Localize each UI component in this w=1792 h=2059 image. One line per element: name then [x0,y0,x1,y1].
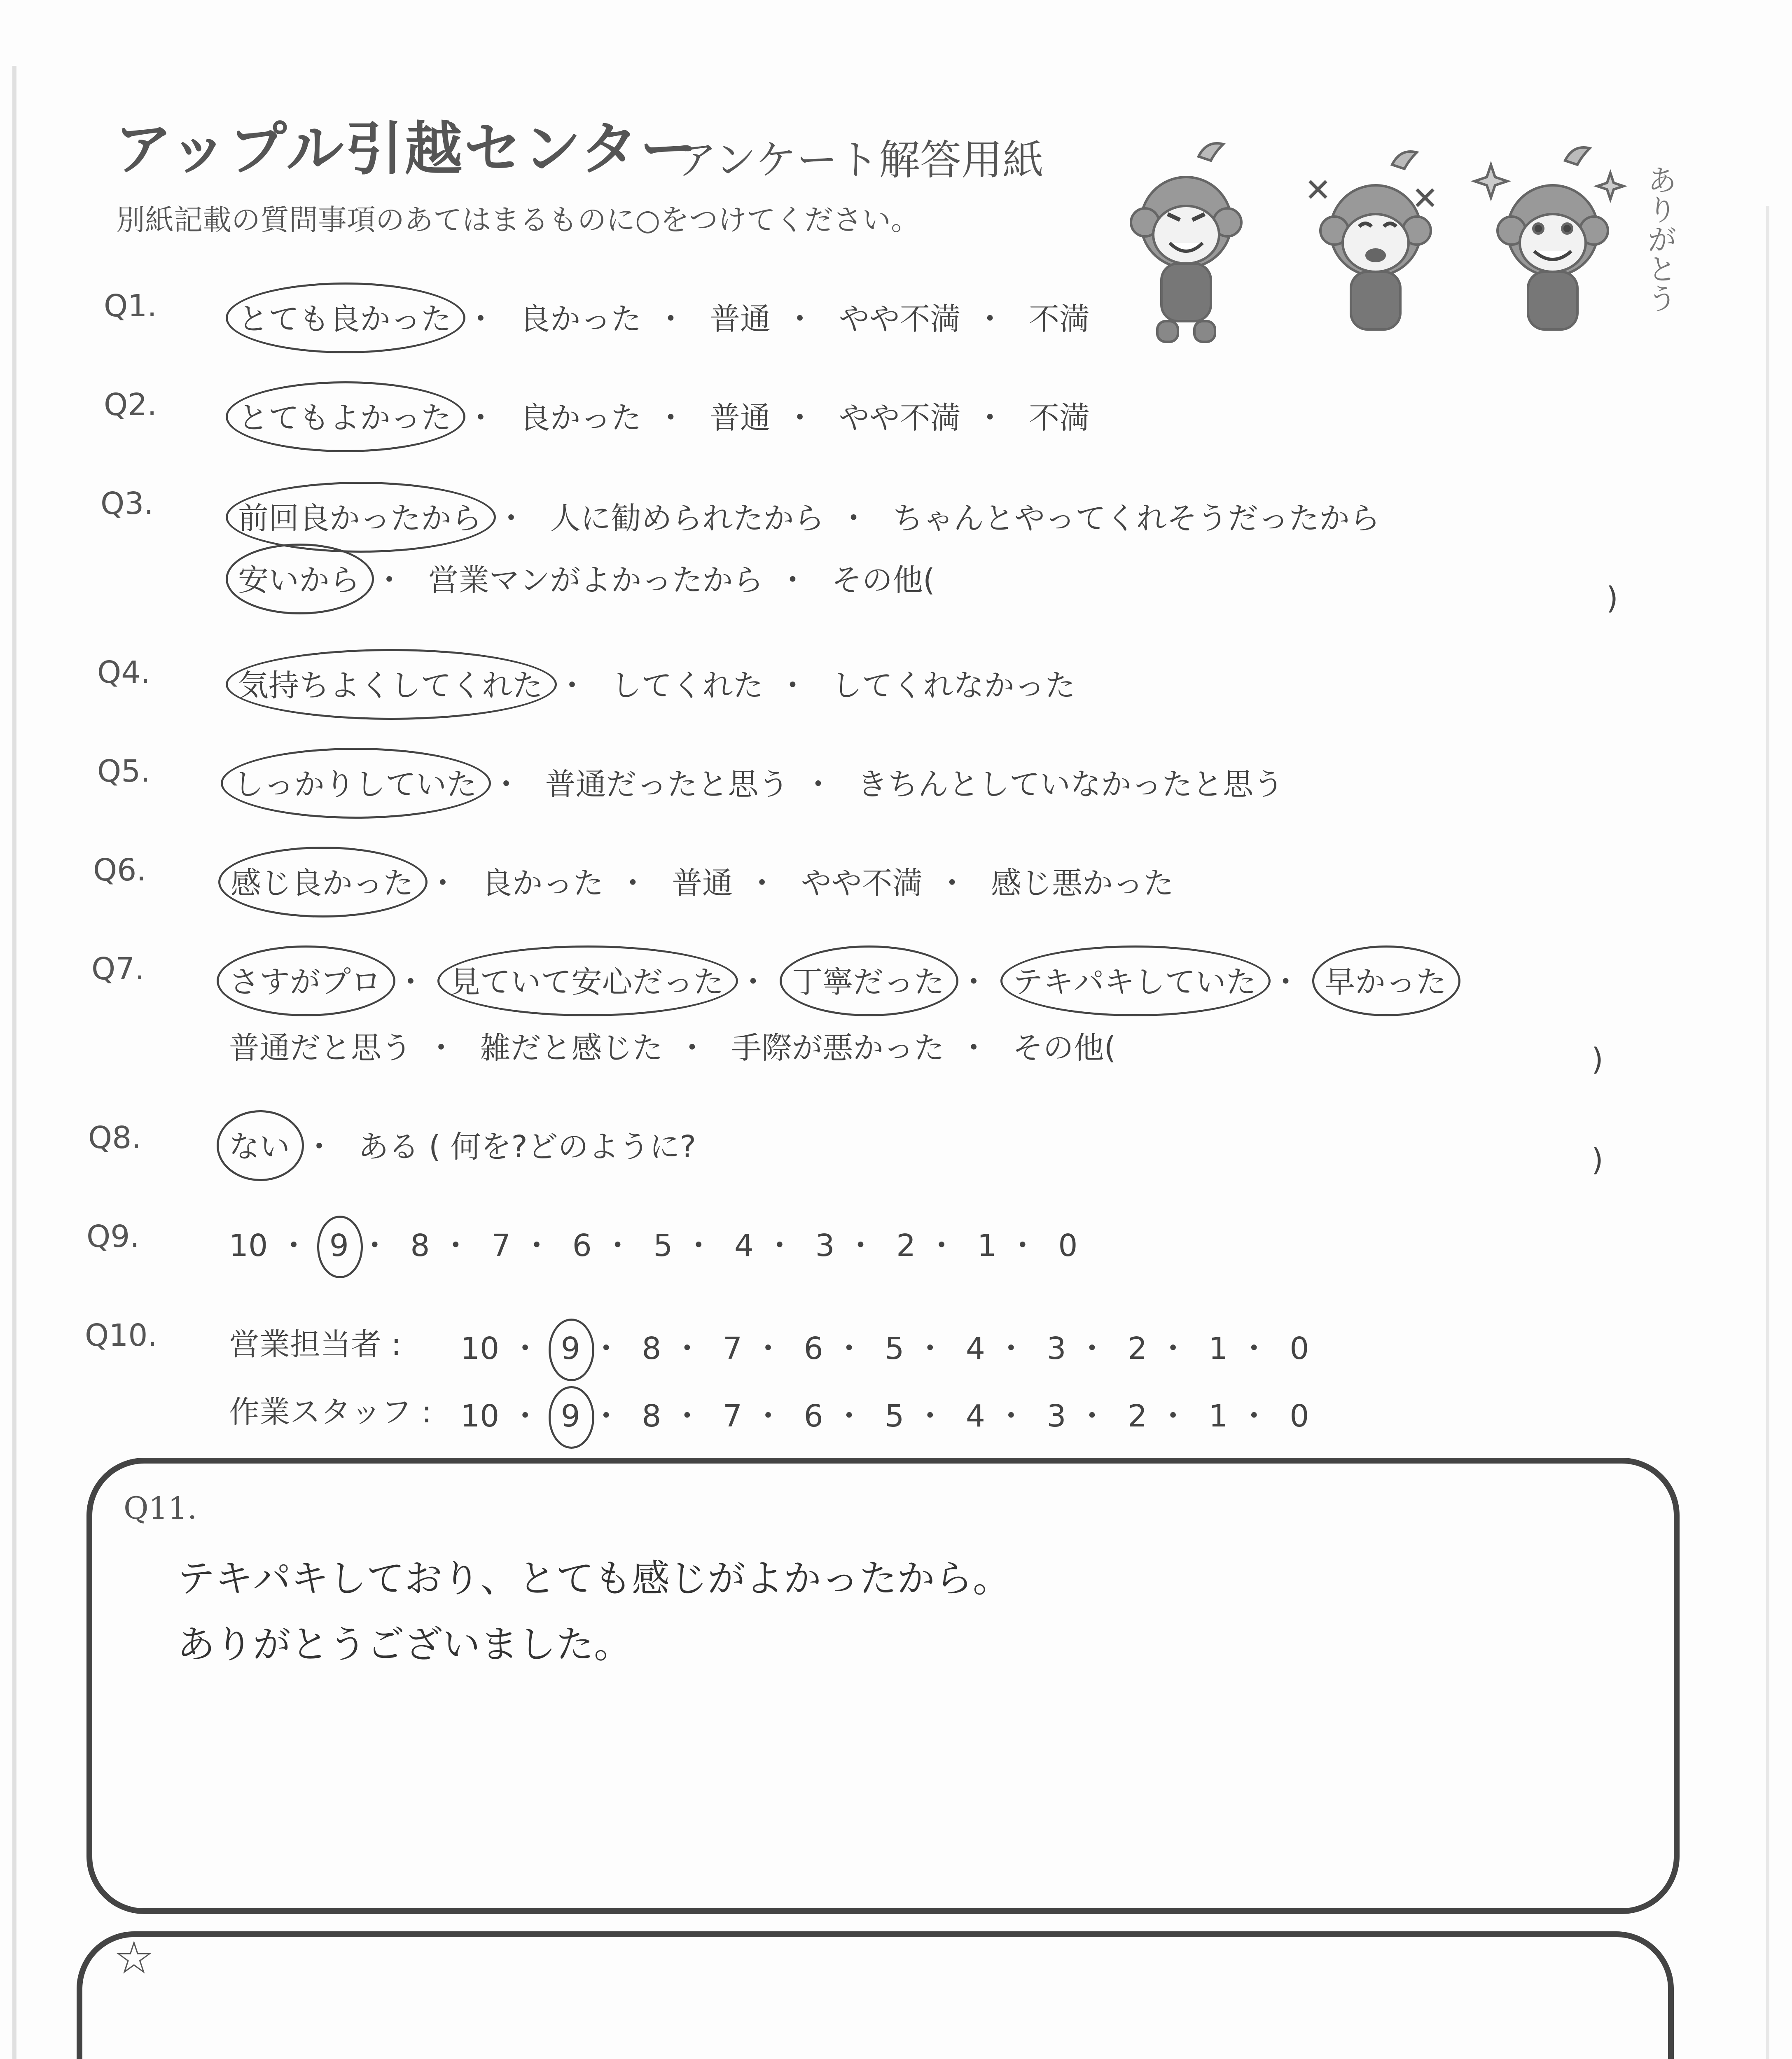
q10-staff-score-6[interactable]: 6 [804,1398,823,1434]
q4-label: Q4. [97,655,150,690]
q1-option-2[interactable]: 良かった [519,301,642,337]
q7-close-paren: ) [1591,1042,1603,1077]
q4-option-1[interactable]: 気持ちよくしてくれた [238,661,543,705]
mascot-illustration [1128,140,1697,371]
form-subtitle: アンケート解答用紙 [675,136,1044,184]
q7-option-7[interactable]: 雑だと感じた [480,1030,663,1066]
q3-option-3[interactable]: ちゃんとやってくれそうだったから [892,501,1381,536]
q2-option-3[interactable]: 普通 [710,400,771,436]
q10-staff-scale: 10 ・ 9 ・ 8 ・ 7 ・ 6 ・ 5 ・ 4 ・ 3 ・ 2 ・ 1 ・ 0 [460,1398,1309,1434]
q3-option-1[interactable]: 前回良かったから [238,494,482,538]
q10-staff-score-7[interactable]: 7 [722,1398,743,1434]
q9-score-4[interactable]: 4 [734,1228,754,1263]
q8-option-2[interactable]: ある ( 何を?どのように? [358,1129,696,1165]
q3-option-2[interactable]: 人に勧められたから [550,501,825,536]
q9-scale: 10 ・ 9 ・ 8 ・ 7 ・ 6 ・ 5 ・ 4 ・ 3 ・ 2 ・ 1 ・ 0 [229,1228,1078,1263]
q7-options-line1: さすがプロ ・ 見ていて安心だった ・ 丁寧だった ・ テキパキしていた ・ 早かった [229,958,1446,1001]
q9-score-9[interactable]: 9 [329,1228,349,1263]
q10-sales-score-7[interactable]: 7 [722,1331,743,1366]
q10-sales-score-6[interactable]: 6 [804,1331,823,1366]
q2-label: Q2. [104,387,157,423]
q7-options-line2: 普通だと思う ・ 雑だと感じた ・ 手際が悪かった ・ その他( [229,1024,1116,1067]
q1-option-1[interactable]: とても良かった [238,295,451,338]
q7-option-8[interactable]: 手際が悪かった [731,1030,945,1066]
q10-staff-score-0[interactable]: 0 [1290,1398,1309,1434]
scan-edge-left [12,66,16,2059]
q10-sales-score-0[interactable]: 0 [1290,1331,1309,1366]
q11-comment-line-1: テキパキしており、とても感じがよかったから。 [177,1557,1011,1601]
q6-label: Q6. [93,852,146,888]
q7-option-1[interactable]: さすがプロ [229,958,381,1001]
q10-staff-label: 作業スタッフ : [229,1394,432,1430]
free-comment-box[interactable] [77,1931,1674,2059]
q6-option-1[interactable]: 感じ良かった [231,859,414,903]
q5-options: しっかりしていた ・ 普通だったと思う ・ きちんとしていなかったと思う [233,760,1284,804]
q2-option-2[interactable]: 良かった [519,400,642,436]
q2-option-4[interactable]: やや不満 [839,400,961,436]
q10-sales-score-9[interactable]: 9 [561,1331,580,1366]
q10-sales-score-3[interactable]: 3 [1047,1331,1066,1366]
q10-staff-score-3[interactable]: 3 [1047,1398,1066,1434]
q6-option-2[interactable]: 良かった [481,866,604,901]
q5-option-2[interactable]: 普通だったと思う [545,767,789,802]
q7-label: Q7. [91,951,145,987]
q6-options: 感じ良かった ・ 良かった ・ 普通 ・ やや不満 ・ 感じ悪かった [231,859,1174,903]
q7-option-3[interactable]: 丁寧だった [792,958,944,1001]
q11-comment-box[interactable] [86,1458,1680,1914]
q8-close-paren: ) [1591,1142,1603,1178]
q10-staff-score-9[interactable]: 9 [561,1398,580,1434]
q4-options: 気持ちよくしてくれた ・ してくれた ・ してくれなかった [238,661,1075,705]
q6-option-5[interactable]: 感じ悪かった [991,866,1174,901]
q9-score-6[interactable]: 6 [572,1228,592,1263]
q10-staff-score-10[interactable]: 10 [460,1398,500,1434]
q10-sales-score-8[interactable]: 8 [642,1331,661,1366]
q4-option-2[interactable]: してくれた [611,668,764,703]
scan-edge-right [1766,206,1769,2059]
q9-label: Q9. [86,1219,140,1254]
q8-option-1[interactable]: ない [229,1123,290,1166]
q10-sales-scale: 10 ・ 9 ・ 8 ・ 7 ・ 6 ・ 5 ・ 4 ・ 3 ・ 2 ・ 1 ・ 0 [460,1331,1309,1366]
q11-comment-line-2: ありがとうございました。 [177,1622,632,1667]
q10-sales-score-2[interactable]: 2 [1128,1331,1147,1366]
q10-staff-score-8[interactable]: 8 [642,1398,661,1434]
q2-option-5[interactable]: 不満 [1029,400,1090,436]
q9-score-2[interactable]: 2 [896,1228,916,1263]
q9-score-3[interactable]: 3 [815,1228,835,1263]
q3-options-line2: 安いから ・ 営業マンがよかったから ・ その他( [238,556,935,600]
q1-option-5[interactable]: 不満 [1029,301,1090,337]
q4-option-3[interactable]: してくれなかった [832,668,1076,703]
q7-option-6[interactable]: 普通だと思う [229,1030,412,1066]
q7-option-2[interactable]: 見ていて安心だった [450,958,724,1001]
q10-staff-score-4[interactable]: 4 [965,1398,985,1434]
q5-option-3[interactable]: きちんとしていなかったと思う [857,767,1284,802]
q9-score-7[interactable]: 7 [491,1228,511,1263]
q1-option-4[interactable]: やや不満 [839,301,961,337]
q8-options: ない ・ ある ( 何を?どのように? [229,1123,696,1166]
q3-close-paren: ) [1606,581,1618,616]
q7-option-4[interactable]: テキパキしていた [1013,958,1257,1001]
instruction-text: 別紙記載の質問事項のあてはまるものに○をつけてください。 [116,203,920,237]
q10-staff-score-1[interactable]: 1 [1208,1398,1228,1434]
q3-option-5[interactable]: 営業マンがよかったから [428,563,764,598]
q10-staff-score-5[interactable]: 5 [885,1398,904,1434]
q9-score-1[interactable]: 1 [977,1228,997,1263]
q8-label: Q8. [88,1120,141,1156]
q11-label: Q11. [124,1491,197,1526]
q9-score-0[interactable]: 0 [1058,1228,1078,1263]
q2-option-1[interactable]: とてもよかった [238,394,451,437]
q2-options: とてもよかった ・ 良かった ・ 普通 ・ やや不満 ・ 不満 [238,394,1090,437]
q10-label: Q10. [85,1318,157,1353]
q10-sales-label: 営業担当者 : [229,1327,402,1362]
q9-score-10[interactable]: 10 [229,1228,268,1263]
q10-sales-score-1[interactable]: 1 [1208,1331,1228,1366]
q9-score-5[interactable]: 5 [653,1228,673,1263]
q10-sales-score-10[interactable]: 10 [460,1331,500,1366]
q10-sales-score-4[interactable]: 4 [965,1331,985,1366]
q7-option-9[interactable]: その他( [1012,1030,1116,1066]
star-icon: ☆ [114,1931,154,1984]
mascot-caption: ありがとう [1642,165,1677,313]
q1-label: Q1. [104,288,157,324]
q10-staff-score-2[interactable]: 2 [1128,1398,1147,1434]
q3-options-line1: 前回良かったから ・ 人に勧められたから ・ ちゃんとやってくれそうだったから [238,494,1380,538]
q9-score-8[interactable]: 8 [410,1228,430,1263]
q3-option-4[interactable]: 安いから [238,556,360,600]
q6-option-4[interactable]: やや不満 [801,866,923,901]
q10-sales-score-5[interactable]: 5 [885,1331,904,1366]
q3-label: Q3. [100,486,154,521]
q5-option-1[interactable]: しっかりしていた [233,760,477,804]
q1-options: とても良かった ・ 良かった ・ 普通 ・ やや不満 ・ 不満 [238,295,1090,338]
q5-label: Q5. [97,754,150,789]
company-title: アップル引越センター [114,116,699,183]
q3-option-6[interactable]: その他( [832,563,935,598]
q6-option-3[interactable]: 普通 [672,866,733,901]
q7-option-5[interactable]: 早かった [1325,958,1446,1001]
q1-option-3[interactable]: 普通 [710,301,771,337]
